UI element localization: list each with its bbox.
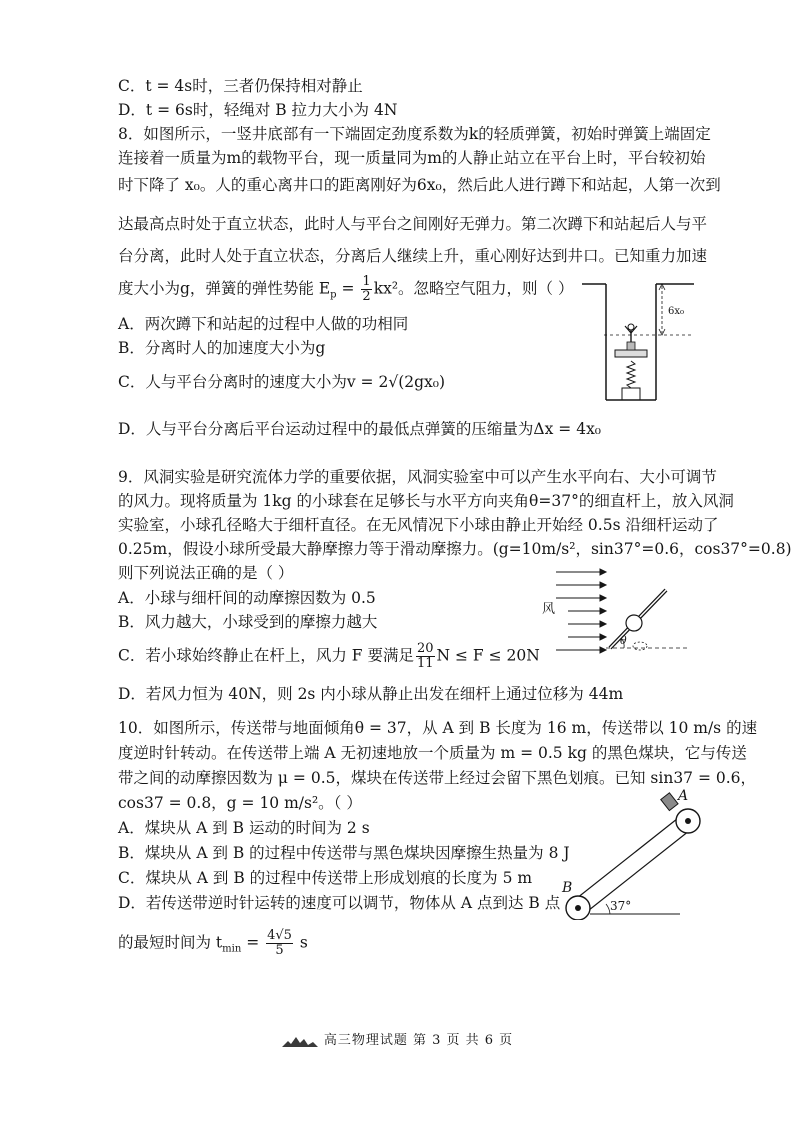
q8-fraction-numerator: 1 — [362, 274, 371, 289]
q8-option-c: C．人与平台分离时的速度大小为v = 2√(2gx₀) — [118, 373, 446, 391]
q10-tmin-subscript: min — [222, 943, 242, 955]
q8-well-figure — [582, 278, 712, 408]
q9-option-c-tail: N ≤ F ≤ 20N — [436, 646, 540, 665]
q8-stem-line-6-tail: kx²。忽略空气阻力，则（ ） — [373, 279, 574, 298]
q9-theta-label: θ — [620, 634, 627, 647]
q8-fraction-denominator: 2 — [362, 289, 371, 304]
q10-option-d-line-2-text: 的最短时间为 t — [118, 933, 223, 952]
q9-fraction-numerator: 20 — [416, 641, 434, 656]
q9-option-c-fraction — [416, 642, 435, 671]
q10-option-a: A．煤块从 A 到 B 运动的时间为 2 s — [118, 819, 370, 837]
q10-stem-line-1: 10．如图所示，传送带与地面倾角θ = 37，从 A 到 B 长度为 16 m，传送带以 10 m/s 的速 — [118, 719, 758, 737]
q10-angle-label: 37° — [610, 899, 632, 913]
q9-stem-line-2: 的风力。现将质量为 1kg 的小球套在足够长与水平方向夹角θ=37°的细直杆上，放入风洞 — [118, 492, 734, 510]
q8-stem-line-4: 达最高点时处于直立状态，此时人与平台之间刚好无弹力。第二次蹲下和站起后人与平 — [118, 215, 708, 233]
q10-option-c: C．煤块从 A 到 B 的过程中传送带上形成划痕的长度为 5 m — [118, 869, 533, 887]
q9-wind-tunnel-figure — [542, 566, 692, 676]
footer-text: 高三物理试题 第 3 页 共 6 页 — [323, 1033, 514, 1048]
q10-stem-line-4: cos37 = 0.8，g = 10 m/s²。（ ） — [118, 794, 362, 812]
q7-option-d: D．t = 6s时，轻绳对 B 拉力大小为 4N — [118, 101, 398, 119]
q9-stem-line-1: 9．风洞实验是研究流体力学的重要依据，风洞实验室中可以产生水平向右、大小可调节 — [118, 468, 717, 486]
q10-option-d-fraction — [266, 929, 293, 958]
q10-option-d-line-2 — [118, 929, 308, 961]
q9-option-c — [118, 642, 540, 671]
q8-stem-line-5: 台分离，此时人处于直立状态，分离后人继续上升，重心刚好达到井口。已知重力加速 — [118, 247, 708, 265]
q8-stem-line-1: 8．如图所示，一竖井底部有一下端固定劲度系数为k的轻质弹簧，初始时弹簧上端固定 — [118, 125, 711, 143]
q9-option-c-text: C．若小球始终静止在杆上，风力 F 要满足 — [118, 646, 414, 665]
q10-equals: = — [241, 933, 265, 952]
q8-stem-line-6-text: 度大小为g，弹簧的弹性势能 E — [118, 279, 331, 298]
q8-option-b: B．分离时人的加速度大小为g — [118, 339, 326, 357]
q10-point-a-label: A — [678, 788, 689, 804]
q10-option-d-unit: s — [294, 933, 308, 952]
scanner-logo-icon — [280, 1034, 320, 1048]
q9-fraction-denominator: 11 — [416, 656, 434, 671]
q8-stem-line-3: 时下降了 x₀。人的重心离井口的距离刚好为6x₀，然后此人进行蹲下和站起，人第一次到 — [118, 176, 721, 194]
q9-option-b: B．风力越大，小球受到的摩擦力越大 — [118, 613, 378, 631]
q9-stem-line-3: 实验室，小球孔径略大于细杆直径。在无风情况下小球由静止开始经 0.5s 沿细杆运动了 — [118, 516, 719, 534]
q10-stem-line-2: 度逆时针转动。在传送带上端 A 无初速地放一个质量为 m = 0.5 kg 的黑色煤块，它与传送 — [118, 744, 747, 762]
q8-stem-line-6 — [118, 275, 573, 307]
q10-fraction-denominator: 5 — [275, 943, 284, 958]
q9-wind-label: 风 — [542, 602, 556, 617]
q8-option-a: A．两次蹲下和站起的过程中人做的功相同 — [118, 315, 409, 333]
page-footer — [0, 1029, 793, 1048]
q8-figure-height-label: 6x₀ — [668, 306, 685, 317]
q9-stem-line-5: 则下列说法正确的是（ ） — [118, 564, 294, 582]
q8-half-fraction — [361, 275, 371, 304]
q9-option-d: D．若风力恒为 40N，则 2s 内小球从静止出发在细杆上通过位移为 44m — [118, 685, 624, 703]
q8-ep-subscript: p — [330, 289, 337, 301]
q10-conveyor-figure — [558, 780, 718, 920]
q8-option-d: D．人与平台分离后平台运动过程中的最低点弹簧的压缩量为Δx = 4x₀ — [118, 420, 602, 438]
q7-option-c: C．t = 4s时，三者仍保持相对静止 — [118, 77, 363, 95]
q10-fraction-numerator: 4√5 — [267, 928, 292, 943]
q8-stem-line-2: 连接着一质量为m的载物平台，现一质量同为m的人静止站立在平台上时，平台较初始 — [118, 149, 706, 167]
q10-point-b-label: B — [562, 880, 573, 896]
q10-stem-line-3: 带之间的动摩擦因数为 μ = 0.5，煤块在传送带上经过会留下黑色划痕。已知 sin37 = 0.6， — [118, 769, 757, 787]
q10-option-b: B．煤块从 A 到 B 的过程中传送带与黑色煤块因摩擦生热量为 8 J — [118, 844, 570, 862]
q10-option-d: D．若传送带逆时针运转的速度可以调节，物体从 A 点到达 B 点 — [118, 894, 561, 912]
q9-option-a: A．小球与细杆间的动摩擦因数为 0.5 — [118, 589, 376, 607]
q9-stem-line-4: 0.25m，假设小球所受最大静摩擦力等于滑动摩擦力。(g=10m/s²，sin37°=0.6，cos37°=0.8) — [118, 540, 792, 558]
q8-equals: = — [336, 279, 360, 298]
